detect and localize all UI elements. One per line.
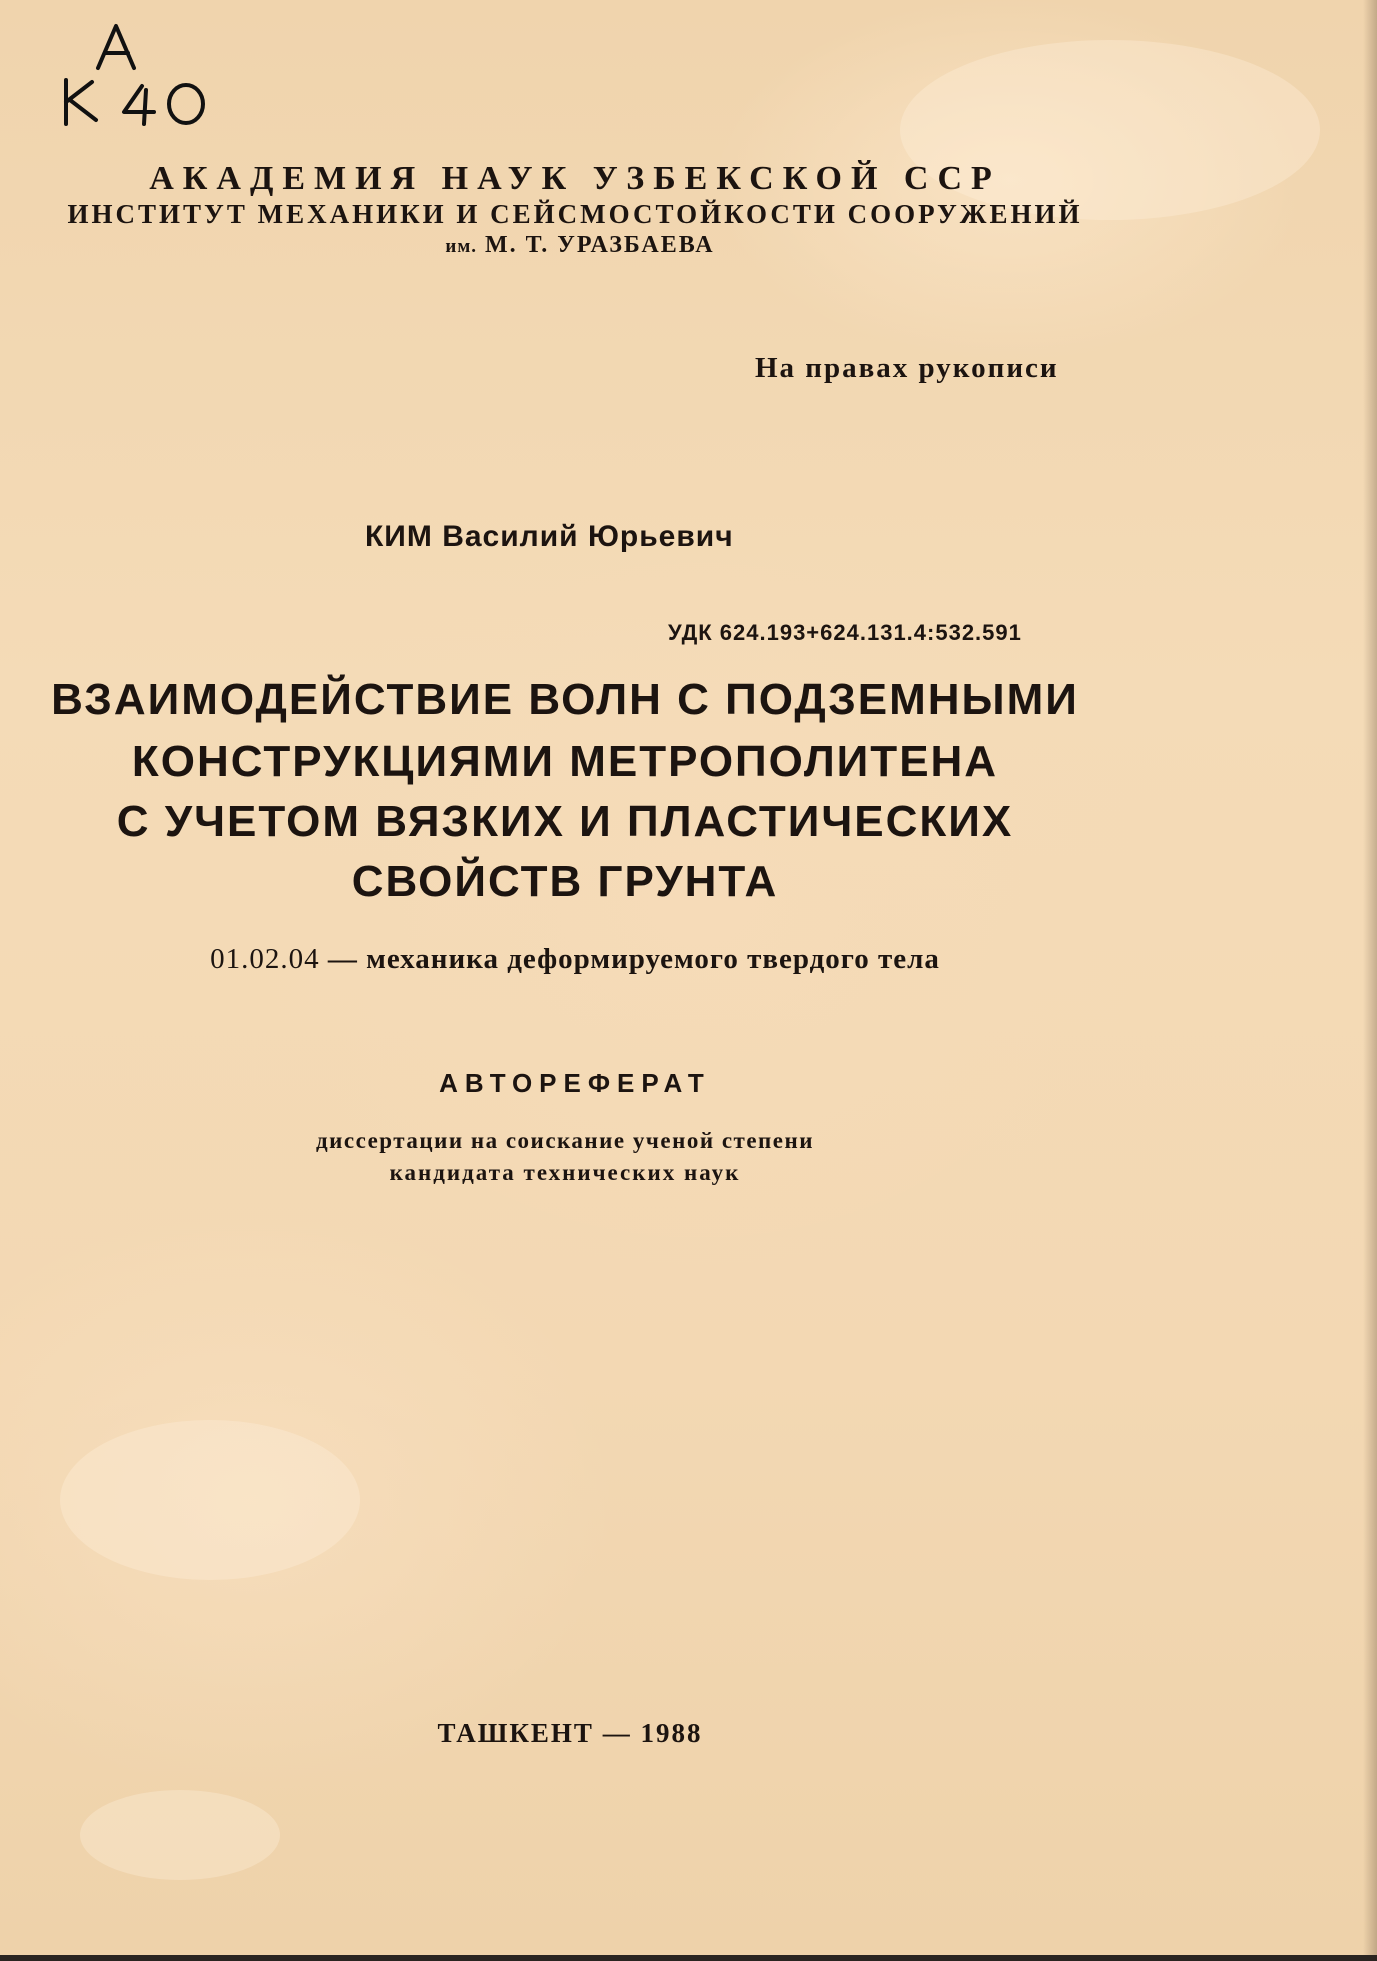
paper-stain [80,1790,280,1880]
title-line-1: ВЗАИМОДЕЙСТВИЕ ВОЛН С ПОДЗЕМНЫМИ [51,675,1079,724]
title-line-4: СВОЙСТВ ГРУНТА [351,857,779,906]
paper-stain [60,1420,360,1580]
author-name: КИМ Василий Юрьевич [365,520,734,553]
dissertation-line-1: диссертации на соискание ученой степени [315,1128,814,1153]
institute-named-after [0,232,1160,259]
institute-name: ИНСТИТУТ МЕХАНИКИ И СЕЙСМОСТОЙКОСТИ СООРУЖЕНИЙ [67,199,1083,229]
named-prefix: им. [445,236,478,257]
page-bottom-edge [0,1955,1377,1961]
specialty-code: 01.02.04 [210,943,320,975]
named-person: М. Т. УРАЗБАЕВА [485,232,715,258]
specialty [0,943,1150,976]
udk-code: УДК 624.193+624.131.4:532.591 [668,620,1022,645]
title-line-2: КОНСТРУКЦИЯМИ МЕТРОПОЛИТЕНА [131,737,999,786]
title-line-3: С УЧЕТОМ ВЯЗКИХ И ПЛАСТИЧЕСКИХ [116,797,1014,846]
dissertation-line-2: кандидата технических наук [389,1160,741,1185]
document-type: АВТОРЕФЕРАТ [439,1068,711,1098]
handwritten-shelf-mark [58,20,228,130]
city-year: ТАШКЕНТ — 1988 [437,1718,703,1748]
academy-name: АКАДЕМИЯ НАУК УЗБЕКСКОЙ ССР [149,160,1001,197]
specialty-name: — механика деформируемого твердого тела [327,943,940,975]
manuscript-rights-note: На правах рукописи [755,352,1059,384]
page-edge-shadow [1363,0,1377,1961]
